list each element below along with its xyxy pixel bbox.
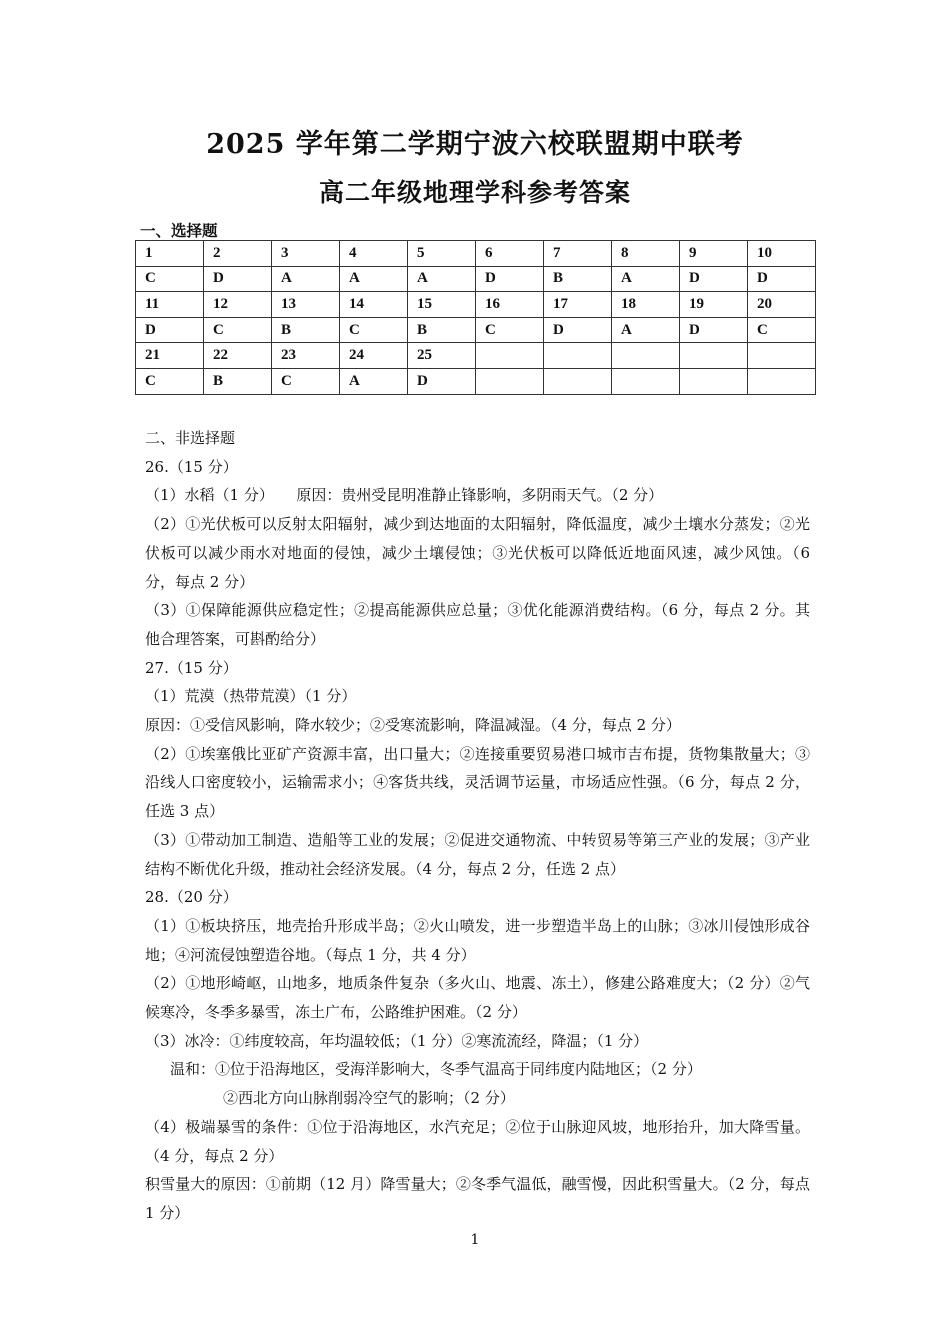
answer-paragraph: 温和：①位于沿海地区，受海洋影响大，冬季气温高于同纬度内陆地区；（2 分） bbox=[170, 1060, 702, 1079]
answer-table-cell bbox=[612, 343, 680, 369]
answer-table-cell: A bbox=[612, 266, 680, 292]
answer-paragraph: ②西北方向山脉削弱冷空气的影响；（2 分） bbox=[223, 1089, 515, 1108]
answer-table-cell: 20 bbox=[748, 292, 816, 318]
answer-table-cell: A bbox=[340, 266, 408, 292]
answer-table-cell: 23 bbox=[272, 343, 340, 369]
answer-table-cell: C bbox=[136, 368, 204, 394]
answer-paragraph: （4）极端暴雪的条件：①位于沿海地区，水汽充足；②位于山脉迎风坡，地形抬升，加大降雪量。（4 分，每点 2 分） bbox=[145, 1117, 810, 1165]
answer-paragraph: （2）①光伏板可以反射太阳辐射，减少到达地面的太阳辐射，降低温度，减少土壤水分蒸发；②光伏板可以减少雨水对地面的侵蚀，减少土壤侵蚀；③光伏板可以降低近地面风速，减少风蚀。（6 分，每点 2 分） bbox=[145, 515, 810, 591]
answer-paragraph: （1）荒漠（热带荒漠）（1 分） bbox=[145, 687, 357, 706]
answer-table-cell: 15 bbox=[408, 292, 476, 318]
answer-table-cell: A bbox=[408, 266, 476, 292]
answer-table-cell: 24 bbox=[340, 343, 408, 369]
answer-table-cell: 13 bbox=[272, 292, 340, 318]
answer-table-row bbox=[136, 368, 816, 394]
answer-table-cell bbox=[748, 343, 816, 369]
answer-table-cell: 8 bbox=[612, 241, 680, 267]
answer-table-cell: B bbox=[408, 317, 476, 343]
answer-table-cell: C bbox=[204, 317, 272, 343]
answer-table-cell: D bbox=[748, 266, 816, 292]
answer-table-cell bbox=[680, 368, 748, 394]
answer-table-cell: C bbox=[272, 368, 340, 394]
answer-table-cell bbox=[476, 368, 544, 394]
answer-table-cell: C bbox=[748, 317, 816, 343]
answer-table-cell: C bbox=[340, 317, 408, 343]
answer-paragraph: （3）冰冷：①纬度较高，年均温较低；（1 分）②寒流流经，降温；（1 分） bbox=[145, 1031, 649, 1050]
answer-table-cell bbox=[612, 368, 680, 394]
answer-table-row bbox=[136, 343, 816, 369]
answer-table-cell: 22 bbox=[204, 343, 272, 369]
answer-table-cell: D bbox=[680, 317, 748, 343]
answer-table-row bbox=[136, 317, 816, 343]
answer-table-cell: 10 bbox=[748, 241, 816, 267]
answer-paragraph: （3）①保障能源供应稳定性；②提高能源供应总量；③优化能源消费结构。（6 分，每点 2 分。其他合理答案，可斟酌给分） bbox=[145, 601, 810, 648]
answer-table-cell: 6 bbox=[476, 241, 544, 267]
answer-table-row bbox=[136, 292, 816, 318]
answer-table-cell bbox=[680, 343, 748, 369]
answer-table-cell bbox=[544, 368, 612, 394]
answer-table-cell: 1 bbox=[136, 241, 204, 267]
answer-table-row bbox=[136, 266, 816, 292]
answer-table-cell: 11 bbox=[136, 292, 204, 318]
section-heading-nonchoice: 二、非选择题 bbox=[145, 429, 236, 447]
answer-table-cell: A bbox=[340, 368, 408, 394]
answer-table-cell: 4 bbox=[340, 241, 408, 267]
answer-table-cell: A bbox=[612, 317, 680, 343]
section-heading-choice: 一、选择题 bbox=[140, 221, 218, 240]
answer-table-cell: B bbox=[272, 317, 340, 343]
question-heading: 26.（15 分） bbox=[145, 457, 238, 476]
answer-table-cell: D bbox=[136, 317, 204, 343]
answer-table-cell: 2 bbox=[204, 241, 272, 267]
answer-paragraph: （3）①带动加工制造、造船等工业的发展；②促进交通物流、中转贸易等第三产业的发展；③产业结构不断优化升级，推动社会经济发展。（4 分，每点 2 分，任选 2 点） bbox=[145, 830, 810, 878]
answer-paragraph: 积雪量大的原因：①前期（12 月）降雪量大；②冬季气温低，融雪慢，因此积雪量大。（2 分，每点 1 分） bbox=[145, 1175, 810, 1222]
answer-table-cell: 17 bbox=[544, 292, 612, 318]
answer-table-cell: 5 bbox=[408, 241, 476, 267]
answer-paragraph: 原因：①受信风影响，降水较少；②受寒流影响，降温减湿。（4 分，每点 2 分） bbox=[145, 716, 681, 735]
answer-table-cell: B bbox=[204, 368, 272, 394]
answer-table-cell: 18 bbox=[612, 292, 680, 318]
answer-paragraph: （1）①板块挤压，地壳抬升形成半岛；②火山喷发，进一步塑造半岛上的山脉；③冰川侵蚀形成谷地；④河流侵蚀塑造谷地。（每点 1 分，共 4 分） bbox=[145, 916, 810, 964]
page-subtitle: 高二年级地理学科参考答案 bbox=[318, 178, 631, 207]
answer-table-cell: 21 bbox=[136, 343, 204, 369]
answer-table-cell: 25 bbox=[408, 343, 476, 369]
answer-paragraph: （2）①地形崎岖，山地多，地质条件复杂（多火山、地震、冻土），修建公路难度大；（2 分）②气候寒冷，冬季多暴雪，冻土广布，公路维护困难。（2 分） bbox=[145, 974, 810, 1022]
answer-table-cell bbox=[748, 368, 816, 394]
answer-table-cell: C bbox=[476, 317, 544, 343]
answer-table-cell: 14 bbox=[340, 292, 408, 318]
answer-table-cell: 9 bbox=[680, 241, 748, 267]
answer-table-cell: 19 bbox=[680, 292, 748, 318]
answer-table-cell: D bbox=[408, 368, 476, 394]
answer-table-cell: D bbox=[476, 266, 544, 292]
answer-table-cell: B bbox=[544, 266, 612, 292]
answer-body bbox=[145, 424, 810, 1228]
answer-table-cell: C bbox=[136, 266, 204, 292]
answer-table-row bbox=[136, 241, 816, 267]
answer-paragraph: （2）①埃塞俄比亚矿产资源丰富，出口量大；②连接重要贸易港口城市吉布提，货物集散量大；③沿线人口密度较小，运输需求小；④客货共线，灵活调节运量，市场适应性强。（6 分，每点 2 分，任选 3 点） bbox=[145, 744, 810, 821]
answer-table-cell: A bbox=[272, 266, 340, 292]
answer-table-cell: D bbox=[544, 317, 612, 343]
question-heading: 28.（20 分） bbox=[145, 888, 238, 907]
answer-table bbox=[135, 240, 816, 395]
answer-table-cell: 12 bbox=[204, 292, 272, 318]
answer-table-cell: 7 bbox=[544, 241, 612, 267]
answer-table-cell bbox=[544, 343, 612, 369]
page-title: 2025 学年第二学期宁波六校联盟期中联考 bbox=[206, 129, 744, 160]
answer-table-cell: 3 bbox=[272, 241, 340, 267]
question-heading: 27.（15 分） bbox=[145, 658, 238, 677]
answer-table-cell: 16 bbox=[476, 292, 544, 318]
answer-table-cell: D bbox=[204, 266, 272, 292]
answer-table-cell: D bbox=[680, 266, 748, 292]
page-number: 1 bbox=[470, 1232, 480, 1248]
answer-table-cell bbox=[476, 343, 544, 369]
answer-paragraph: （1）水稻（1 分） 原因：贵州受昆明准静止锋影响，多阴雨天气。（2 分） bbox=[145, 486, 664, 505]
